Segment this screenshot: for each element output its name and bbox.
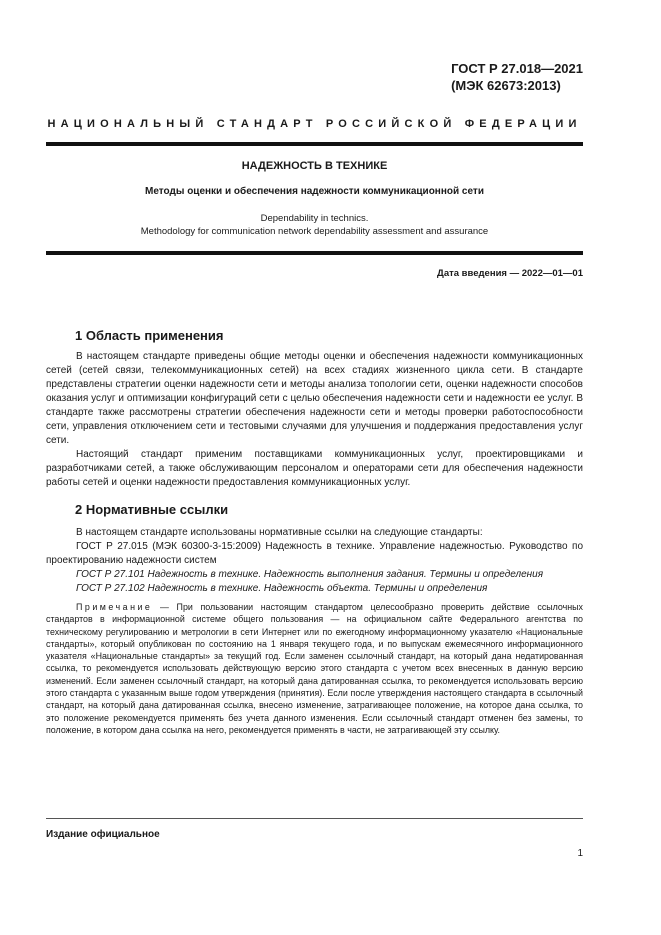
section-1-paragraph: Настоящий стандарт применим поставщиками коммуникационных услуг, проектировщиками и разработчиками сетей, а также обслуживающим персоналом и операторами сети для обеспечения надежности работы сетей и оценки надежности предоставления коммуникационных услуг.	[46, 449, 583, 488]
section-2-body	[46, 526, 583, 596]
english-title-line1: Dependability in technics.	[260, 213, 369, 224]
note-label: Примечание	[76, 602, 153, 612]
reference-item: ГОСТ Р 27.102 Надежность в технике. Надежность объекта. Термины и определения	[76, 583, 488, 594]
footer-divider	[46, 818, 583, 819]
english-title	[46, 212, 583, 238]
note-text: — При пользовании настоящим стандартом целесообразно проверить действие ссылочных стандартов в информационной системе общего пользования — на официальном сайте Федерального агентства по техническому регулированию и метрологии в сети Интернет или по ежегодному информационному указателю «Национальные стандарты», который опубликован по состоянию на 1 января текущего года, и по выпускам ежемесячного информационного указателя «Национальные стандарты» за текущий год. Если заменен ссылочный стандарт, на который дана недатированная ссылка, то рекомендуется использовать действующую версию этого стандарта с учетом всех внесенных в данную версию изменений. Если заменен ссылочный стандарт, на который дана датированная ссылка, то рекомендуется использовать версию этого стандарта с указанным выше годом утверждения (принятия). Если после утверждения настоящего стандарта в ссылочный стандарт, на который дана датированная ссылка, внесено изменение, затрагивающее положение, на которое дана ссылка, то это положение рекомендуется применять без учета данного изменения. Если ссылочный стандарт отменен без замены, то положение, в котором дана ссылка на него, рекомендуется применять в части, не затрагивающей эту ссылку.	[46, 602, 583, 735]
reference-item: ГОСТ Р 27.101 Надежность в технике. Надежность выполнения задания. Термины и определения	[76, 569, 544, 580]
iec-reference: (МЭК 62673:2013)	[451, 78, 561, 93]
edition-label: Издание официальное	[46, 829, 160, 840]
section-1-heading: 1 Область применения	[75, 328, 224, 343]
national-standard-banner: НАЦИОНАЛЬНЫЙ СТАНДАРТ РОССИЙСКОЙ ФЕДЕРАЦИИ	[47, 118, 582, 130]
section-1-paragraph: В настоящем стандарте приведены общие методы оценки и обеспечения надежности коммуникационных сетей (сетей связи, телекоммуникационных сетей) на всех стадиях жизненного цикла сети. В стандарте представлены стратегии оценки надежности сети и методы анализа топологии сети, оценки надежности способов оказания услуг и оптимизации конфигураций сети с целью обеспечения надежности сети и надежности ее услуг. В стандарте также рассмотрены стратегии обеспечения надежности сети и методы проверки работоспособности сети, управления отключением сети и тестовыми случаями для улучшения и поддержания предоставления услуг сети.	[46, 351, 583, 446]
page-number: 1	[577, 848, 583, 859]
section-2-heading: 2 Нормативные ссылки	[75, 502, 229, 517]
section-1-body	[46, 350, 583, 490]
document-subtitle: Методы оценки и обеспечения надежности коммуникационной сети	[145, 186, 484, 197]
note-block	[46, 601, 583, 736]
note-paragraph	[46, 601, 583, 736]
english-title-line2: Methodology for communication network dependability assessment and assurance	[140, 226, 489, 237]
introduction-date: Дата введения — 2022—01—01	[437, 268, 583, 279]
standard-header	[451, 60, 583, 94]
references-intro: В настоящем стандарте использованы нормативные ссылки на следующие стандарты:	[76, 527, 483, 538]
bottom-divider	[46, 251, 583, 255]
reference-item: ГОСТ Р 27.015 (МЭК 60300-3-15:2009) Надежность в технике. Управление надежностью. Руководство по проектированию надежности систем	[46, 541, 583, 566]
document-title: НАДЕЖНОСТЬ В ТЕХНИКЕ	[241, 160, 388, 172]
standard-code: ГОСТ Р 27.018—2021	[451, 61, 583, 76]
top-divider	[46, 142, 583, 146]
